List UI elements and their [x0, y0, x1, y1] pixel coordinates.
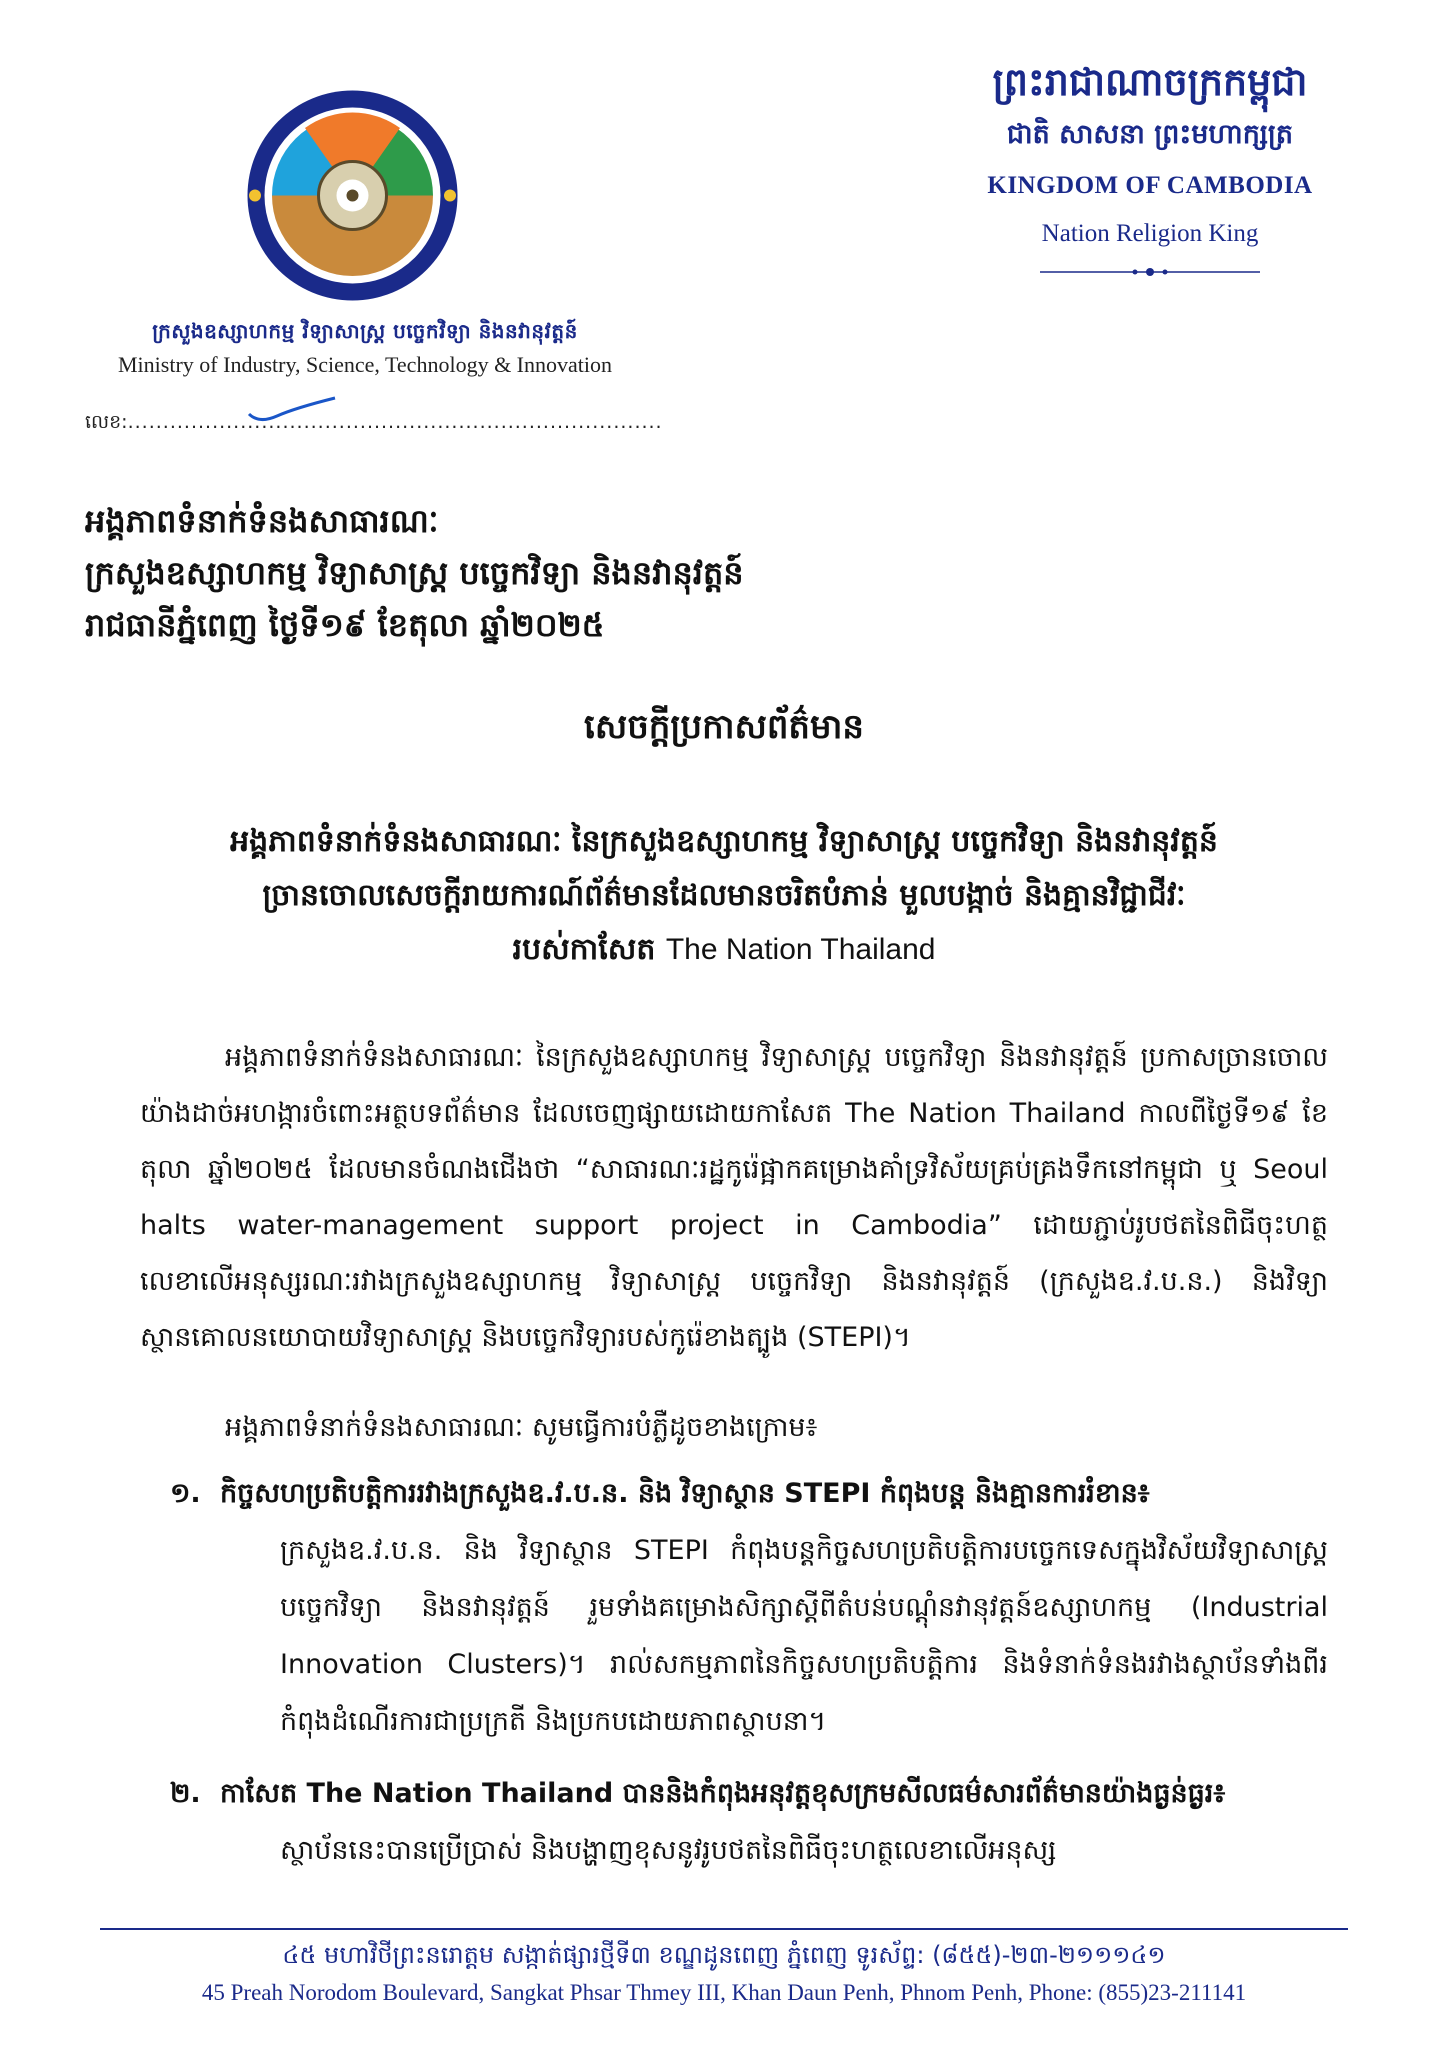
- paragraph-1-text: អង្គភាពទំនាក់ទំនងសាធារណៈ នៃក្រសួងឧស្សាហកម្ម វិទ្យាសាស្ត្រ បច្ចេកវិទ្យា និងនវានុវត្តន៍ ប្រកាសច្រានចោលយ៉ាងដាច់អហង្ការចំពោះអត្ថបទព័ត៌មាន ដែលចេញផ្សាយដោយកាសែត The Nation Thailand កាលពីថ្ងៃទី១៩ ខែតុលា ឆ្នាំ២០២៥ ដែលមានចំណងជើងថា “សាធារណៈរដ្ឋកូរ៉េផ្អាកគម្រោងគាំទ្រវិស័យគ្រប់គ្រងទឹកនៅកម្ពុជា ឬ Seoul halts water-management support project in Cambodia” ដោយភ្ជាប់រូបថតនៃពិធីចុះហត្ថលេខាលើអនុស្សរណៈរវាងក្រសួងឧស្សាហកម្ម វិទ្យាសាស្ត្រ បច្ចេកវិទ្យា និងនវានុវត្តន៍ (ក្រសួងឧ.វ.ប.ន.) និងវិទ្យាស្ថានគោលនយោបាយវិទ្យាសាស្ត្រ និងបច្ចេកវិទ្យារបស់កូរ៉េខាងត្បូង (STEPI)។: [140, 1042, 1328, 1353]
- kingdom-name-kh: ព្រះរាជាណាចក្រកម្ពុជា: [992, 60, 1308, 104]
- ministry-name-en: Ministry of Industry, Science, Technology & Innovation: [118, 352, 612, 377]
- footer-address-kh: ៤៥ មហាវិថីព្រះនរោត្តម សង្កាត់ផ្សារថ្មីទី៣ ខណ្ឌដូនពេញ ភ្នំពេញ ទូរស័ព្ទ: (៨៥៥)-២៣-២១១១៤១: [282, 1941, 1166, 1969]
- motto-kh: ជាតិ សាសនា ព្រះមហាក្សត្រ: [1006, 119, 1294, 150]
- subject-line-3-kh: របស់កាសែត: [512, 932, 666, 967]
- footer-address-en: 45 Preah Norodom Boulevard, Sangkat Phsar Thmey III, Khan Daun Penh, Phnom Penh, Phone: (855)23-211141: [201, 1980, 1247, 2005]
- document-title: សេចក្តីប្រកាសព័ត៌មាន: [584, 707, 864, 747]
- list-item-number: ១.: [170, 1478, 201, 1509]
- sender-place-date: រាជធានីភ្នំពេញ ថ្ងៃទី១៩ ខែតុលា ឆ្នាំ២០២៥: [85, 606, 605, 644]
- list-item-heading: កិច្ចសហប្រតិបត្តិការរវាងក្រសួងឧ.វ.ប.ន. និង វិទ្យាស្ថាន STEPI កំពុងបន្ត និងគ្មានការរំខាន៖: [220, 1478, 1150, 1509]
- ministry-name-kh: ក្រសួងឧស្សាហកម្ម វិទ្យាសាស្ត្រ បច្ចេកវិទ្យា និងនវានុវត្តន៍: [152, 319, 578, 343]
- paragraph-1: [140, 1030, 1328, 1366]
- reference-number-line: [85, 410, 663, 438]
- footer-divider: [100, 1928, 1348, 1930]
- list-item-text: ស្ថាប័ននេះបានប្រើប្រាស់ និងបង្ហាញខុសនូវរូបថតនៃពិធីចុះហត្ថលេខាលើអនុស្ស: [280, 1835, 1057, 1866]
- subject-line-3-en: The Nation Thailand: [665, 933, 936, 966]
- sender-unit: អង្គភាពទំនាក់ទំនងសាធារណៈ: [85, 502, 439, 540]
- sender-ministry: ក្រសួងឧស្សាហកម្ម វិទ្យាសាស្ត្រ បច្ចេកវិទ្យា និងនវានុវត្តន៍: [85, 554, 744, 592]
- list-item-number: ២.: [170, 1778, 201, 1809]
- list-item-heading: កាសែត The Nation Thailand បាននិងកំពុងអនុវត្តខុសក្រមសីលធម៌សារព័ត៌មានយ៉ាងធ្ងន់ធ្ងរ៖: [220, 1778, 1226, 1809]
- subject-line-1: អង្គភាពទំនាក់ទំនងសាធារណៈ នៃក្រសួងឧស្សាហកម្ម វិទ្យាសាស្ត្រ បច្ចេកវិទ្យា និងនវានុវត្តន៍: [230, 824, 1218, 859]
- reference-number-dots: ............................................................................: [127, 411, 663, 433]
- paragraph-2-text: អង្គភាពទំនាក់ទំនងសាធារណៈ សូមធ្វើការបំភ្លឺដូចខាងក្រោម៖: [225, 1412, 818, 1443]
- check-mark-icon: [247, 396, 337, 422]
- list-item: [170, 1765, 1328, 1879]
- subject-line-2: ច្រានចោលសេចក្តីរាយការណ៍ព័ត៌មានដែលមានចរិតបំភាន់ មួលបង្កាច់ និងគ្មានវិជ្ជាជីវៈ: [262, 878, 1186, 913]
- ornament-divider-icon: [1040, 266, 1260, 278]
- paragraph-2: [140, 1400, 1328, 1456]
- list-item-text: ក្រសួងឧ.វ.ប.ន. និង វិទ្យាស្ថាន STEPI កំពុងបន្តកិច្ចសហប្រតិបត្តិការបច្ចេកទេសក្នុងវិស័យវិទ្យាសាស្ត្រ បច្ចេកវិទ្យា និងនវានុវត្តន៍ រួមទាំងគម្រោងសិក្សាស្តីពីតំបន់បណ្តុំនវានុវត្តន៍ឧស្សាហកម្ម (Industrial Innovation Clusters)។ រាល់សកម្មភាពនៃកិច្ចសហប្រតិបត្តិការ និងទំនាក់ទំនងរវាងស្ថាប័នទាំងពីរកំពុងដំណើរការជាប្រក្រតី និងប្រកបដោយភាពស្ថាបនា។: [280, 1535, 1328, 1737]
- kingdom-name-en: KINGDOM OF CAMBODIA: [987, 172, 1313, 199]
- subject-line-3: [120, 923, 1328, 977]
- sender-block: [85, 495, 744, 651]
- subject-block: [120, 815, 1328, 977]
- ministry-logo: [245, 88, 460, 303]
- list-item: [170, 1465, 1328, 1750]
- motto-en: Nation Religion King: [1041, 220, 1259, 247]
- reference-number-label: លេខ:: [85, 411, 128, 433]
